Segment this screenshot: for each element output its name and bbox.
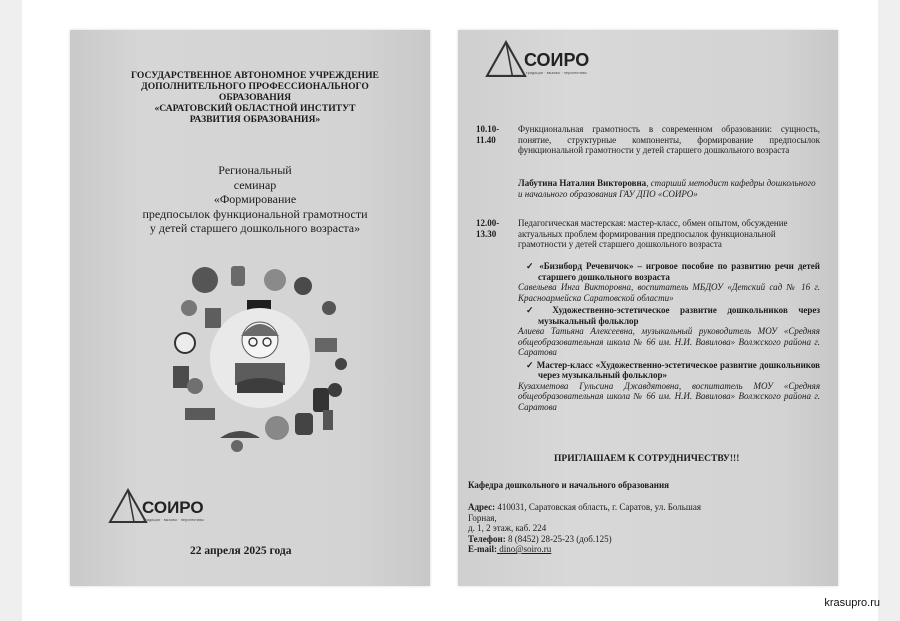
session2-title: Педагогическая мастерская: мастер-класс, обмен опытом, обсуждение актуальных проблем формирования предпосылок функциональной грамотности у детей старшего дошкольного возраста	[518, 218, 788, 249]
email-link[interactable]: dino@soiro.ru	[497, 544, 552, 554]
logo-subtitle: традиции · вызовы · перспективы	[526, 71, 587, 75]
session2-items	[518, 261, 820, 412]
address-line	[468, 502, 808, 513]
institution-line: «САРАТОВСКИЙ ОБЛАСТНОЙ ИНСТИТУТ	[154, 103, 356, 114]
check-icon: ✓	[526, 305, 542, 315]
list-item	[518, 360, 820, 413]
contacts	[468, 502, 808, 555]
address-value: 410031, Саратовская область, г. Саратов, ул. Большая	[495, 502, 701, 512]
logo-subtitle: традиции · вызовы · перспективы	[143, 518, 204, 522]
speaker-name: Лабутина Наталия Викторовна	[518, 178, 647, 188]
institution-line: РАЗВИТИЯ ОБРАЗОВАНИЯ»	[189, 114, 321, 125]
address-line: д. 1, 2 этаж, каб. 224	[468, 523, 547, 533]
item-speaker: Кузахметова Гульсина Джавдятовна, воспитатель МОУ «Средняя общеобразовательная школа № 66 им. Н.И. Вавилова» Волжского района г. Саратова	[518, 380, 820, 412]
left-margin	[0, 0, 22, 621]
brochure-program-page	[458, 30, 838, 586]
seminar-line: «Формирование	[213, 192, 297, 206]
time-end: 13.30	[476, 228, 497, 239]
session1-speaker	[518, 178, 818, 199]
event-date: 22 апреля 2025 года	[190, 545, 292, 557]
soiro-logo	[484, 40, 604, 82]
email-line	[468, 544, 808, 555]
department-name: Кафедра дошкольного и начального образования	[468, 480, 669, 490]
institution-line: ГОСУДАРСТВЕННОЕ АВТОНОМНОЕ УЧРЕЖДЕНИЕ	[131, 70, 379, 81]
seminar-line: семинар	[233, 177, 277, 192]
item-title	[518, 305, 820, 326]
time-start: 12.00-	[476, 218, 500, 228]
item-title-text: «Бизиборд Речевичок» – игровое пособие по развитию речи детей старшего дошкольного возраста	[538, 261, 820, 282]
check-icon: ✓	[526, 261, 536, 271]
list-item	[518, 305, 820, 358]
seminar-line: у детей старшего дошкольного возраста»	[149, 221, 361, 235]
time-end: 11.40	[476, 134, 496, 145]
address-label: Адрес:	[468, 502, 496, 512]
right-margin	[878, 0, 900, 621]
item-title	[518, 261, 820, 282]
item-speaker: Савельева Инга Викторовна, воспитатель МБДОУ «Детский сад № 16 г. Красноармейска Саратовской области»	[518, 282, 820, 303]
session-time	[476, 124, 499, 145]
address-line: Горная,	[468, 512, 497, 523]
seminar-title	[110, 163, 400, 236]
invitation: ПРИГЛАШАЕМ К СОТРУДНИЧЕСТВУ!!!	[554, 454, 740, 464]
email-label: E-mail:	[468, 544, 497, 554]
phone-line	[468, 534, 808, 545]
item-title-text: Мастер-класс «Художественно-эстетическое развитие дошкольников через музыкальный фольклор»	[536, 359, 821, 380]
phone-value: 8 (8452) 28-25-23 (доб.125)	[505, 533, 612, 544]
institution-line: ДОПОЛНИТЕЛЬНОГО ПРОФЕССИОНАЛЬНОГО ОБРАЗОВАНИЯ	[141, 81, 369, 103]
institution-name	[110, 70, 400, 125]
item-title	[518, 360, 820, 381]
time-start: 10.10-	[476, 124, 500, 134]
education-illustration	[165, 258, 355, 458]
brochure-cover-page	[70, 30, 430, 586]
logo-name: СОИРО	[524, 50, 590, 70]
phone-label: Телефон:	[468, 533, 506, 544]
item-speaker: Алиева Татьяна Алексеевна, музыкальный руководитель МОУ «Средняя общеобразовательная школа № 66 им. Н.И. Вавилова» Волжского района г. Саратова	[518, 326, 820, 357]
soiro-logo	[108, 488, 218, 528]
session-time	[476, 218, 499, 239]
seminar-line: Региональный	[218, 163, 292, 177]
watermark: krasupro.ru	[824, 597, 880, 609]
list-item	[518, 261, 820, 303]
logo-name: СОИРО	[142, 498, 204, 517]
check-icon: ✓	[526, 359, 535, 370]
speaker-role: , старший методист кафедры дошкольного и начального образования ГАУ ДПО «СОИРО»	[518, 178, 816, 199]
item-title-text: Художественно-эстетическое развитие дошкольников через музыкальный фольклор	[538, 305, 821, 326]
triangle-logo-icon	[484, 40, 528, 78]
session1-title: Функциональная грамотность в современном образовании: сущность, понятие, структурные компоненты, формирование предпосылок функциональной грамотности у детей старшего дошкольного возраста	[518, 124, 820, 155]
seminar-line: предпосылок функциональной грамотности	[142, 206, 368, 221]
